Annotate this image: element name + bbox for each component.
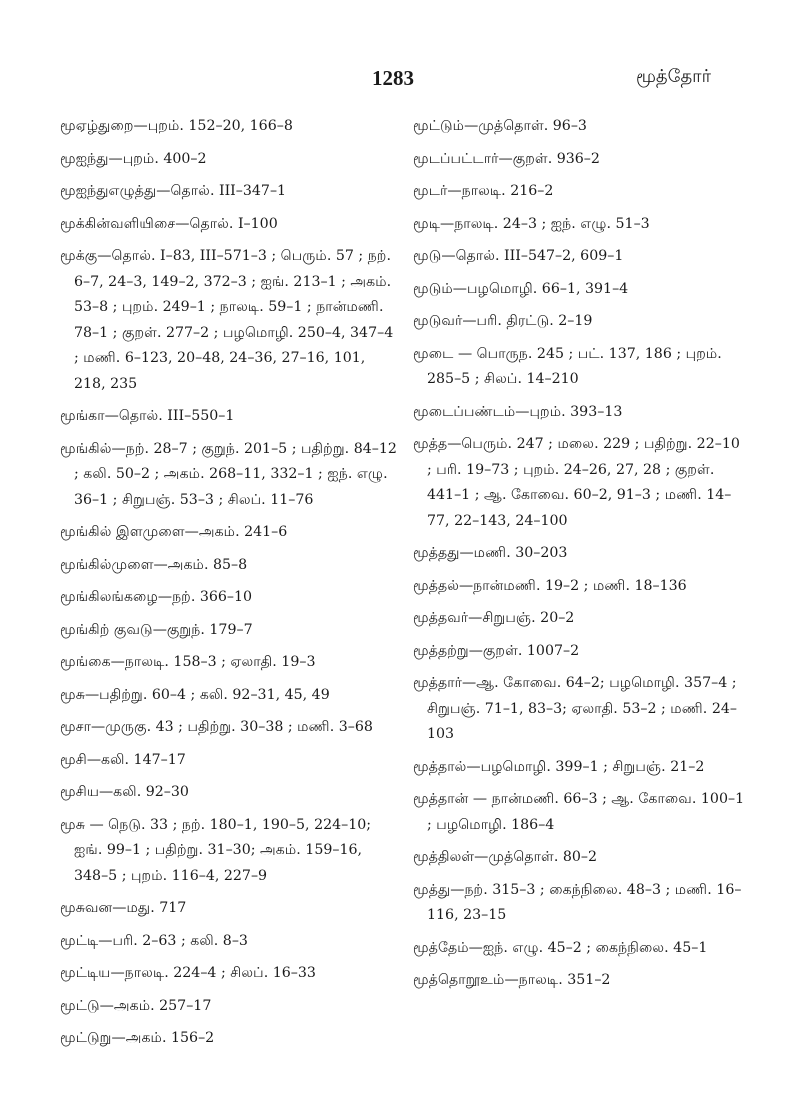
index-entry: மூஐந்துஎழுத்து—தொல். III–347–1 <box>60 183 287 199</box>
index-entry: மூங்கிலங்கழை—நற். 366–10 <box>60 589 253 605</box>
index-entry: மூக்கின்வளியிசை—தொல். I–100 <box>60 215 278 232</box>
index-entry: மூட்டும்—முத்தொள். 96–3 <box>413 118 587 134</box>
index-entry: மூத்த—பெரும். 247 ; மலை. 229 ; பதிற்று. 22–10 ; பரி. 19–73 ; புறம். 24–26, 27, 28 ; குறள். 441–1 ; ஆ. கோவை. 60–2, 91–3 ; மணி. 14–77, 22–143, 24–100 <box>413 436 740 529</box>
index-entry: மூடுவர்—பரி. திரட்டு. 2–19 <box>413 313 593 329</box>
index-entry: மூடப்பட்டார்—குறள். 936–2 <box>413 150 600 167</box>
index-entry: மூடு—தொல். III–547–2, 609–1 <box>413 248 624 264</box>
index-entry: மூடும்—பழமொழி. 66–1, 391–4 <box>413 280 629 297</box>
index-entry: மூஏழ்துறை—புறம். 152–20, 166–8 <box>60 118 293 134</box>
index-entry: மூடைப்பண்டம்—புறம். 393–13 <box>413 403 623 420</box>
index-entry: மூடர்—நாலடி. 216–2 <box>413 183 554 199</box>
running-head: மூத்தோர் <box>636 66 711 87</box>
index-entry: மூங்கா—தொல். III–550–1 <box>60 408 235 424</box>
index-entry: மூங்கில்—நற். 28–7 ; குறுந். 201–5 ; பதிற்று. 84–12 ; கலி. 50–2 ; அகம். 268–11, 332–1 ; ஐந். எழு. 36–1 ; சிறுபஞ். 53–3 ; சிலப். 11–76 <box>60 440 397 508</box>
index-entry: மூத்தேம்—ஐந். எழு. 45–2 ; கைந்நிலை. 45–1 <box>413 939 708 956</box>
page-number: 1283 <box>372 66 414 90</box>
index-entry: மூசு — நெடு. 33 ; நற். 180–1, 190–5, 224–10; ஐங். 99–1 ; பதிற்று. 31–30; அகம். 159–16, 348–5 ; புறம். 116–4, 227–9 <box>60 816 372 884</box>
index-entry: மூத்தல்—நான்மணி. 19–2 ; மணி. 18–136 <box>413 577 687 594</box>
index-entry: மூட்டி—பரி. 2–63 ; கலி. 8–3 <box>60 932 248 949</box>
index-entry: மூடை — பொருந. 245 ; பட். 137, 186 ; புறம். 285–5 ; சிலப். 14–210 <box>413 345 722 387</box>
index-entry: மூசிய—கலி. 92–30 <box>60 784 189 800</box>
index-entry: மூத்தால்—பழமொழி. 399–1 ; சிறுபஞ். 21–2 <box>413 758 705 775</box>
index-entry: மூக்கு—தொல். I–83, III–571–3 ; பெரும். 57 ; நற். 6–7, 24–3, 149–2, 372–3 ; ஐங். 213–1 ; அகம். 53–8 ; புறம். 249–1 ; நாலடி. 59–1 ; நான்மணி. 78–1 ; குறள். 277–2 ; பழமொழி. 250–4, 347–4 ; மணி. 6–123, 20–48, 24–36, 27–16, 101, 218, 235 <box>60 248 394 392</box>
index-entry: மூடி—நாலடி. 24–3 ; ஐந். எழு. 51–3 <box>413 215 650 232</box>
index-entry: மூத்தற்று—குறள். 1007–2 <box>413 642 580 659</box>
index-entry: மூத்து—நற். 315–3 ; கைந்நிலை. 48–3 ; மணி. 16–116, 23–15 <box>413 881 742 923</box>
index-entry: மூங்கிற் குவடு—குறுந். 179–7 <box>60 621 253 638</box>
index-entry: மூட்டு—அகம். 257–17 <box>60 997 212 1014</box>
index-entry: மூசா—முருகு. 43 ; பதிற்று. 30–38 ; மணி. 3–68 <box>60 719 373 735</box>
index-entry: மூத்தது—மணி. 30–203 <box>413 545 568 561</box>
index-entry: மூத்தார்—ஆ. கோவை. 64–2; பழமொழி. 357–4 ; சிறுபஞ். 71–1, 83–3; ஏலாதி. 53–2 ; மணி. 24–103 <box>413 675 737 742</box>
index-entry: மூட்டுறு—அகம். 156–2 <box>60 1030 215 1046</box>
index-entry: மூங்கில் இளமுளை—அகம். 241–6 <box>60 524 288 540</box>
index-entry: மூங்கில்முளை—அகம். 85–8 <box>60 556 248 573</box>
left-column <box>60 114 398 1059</box>
right-column <box>413 114 748 1001</box>
index-entry: மூஐந்து—புறம். 400–2 <box>60 150 207 167</box>
index-entry: மூத்தொறூஉம்—நாலடி. 351–2 <box>413 972 611 988</box>
index-entry: மூசு—பதிற்று. 60–4 ; கலி. 92–31, 45, 49 <box>60 686 330 703</box>
index-entry: மூட்டிய—நாலடி. 224–4 ; சிலப். 16–33 <box>60 965 316 981</box>
index-entry: மூத்தவர்—சிறுபஞ். 20–2 <box>413 610 575 626</box>
index-entry: மூத்தான் — நான்மணி. 66–3 ; ஆ. கோவை. 100–1 ; பழமொழி. 186–4 <box>413 791 745 833</box>
index-entry: மூசி—கலி. 147–17 <box>60 751 186 768</box>
index-entry: மூங்கை—நாலடி. 158–3 ; ஏலாதி. 19–3 <box>60 654 316 670</box>
index-entry: மூத்திலள்—முத்தொள். 80–2 <box>413 849 598 865</box>
index-entry: மூசுவன—மது. 717 <box>60 900 187 916</box>
